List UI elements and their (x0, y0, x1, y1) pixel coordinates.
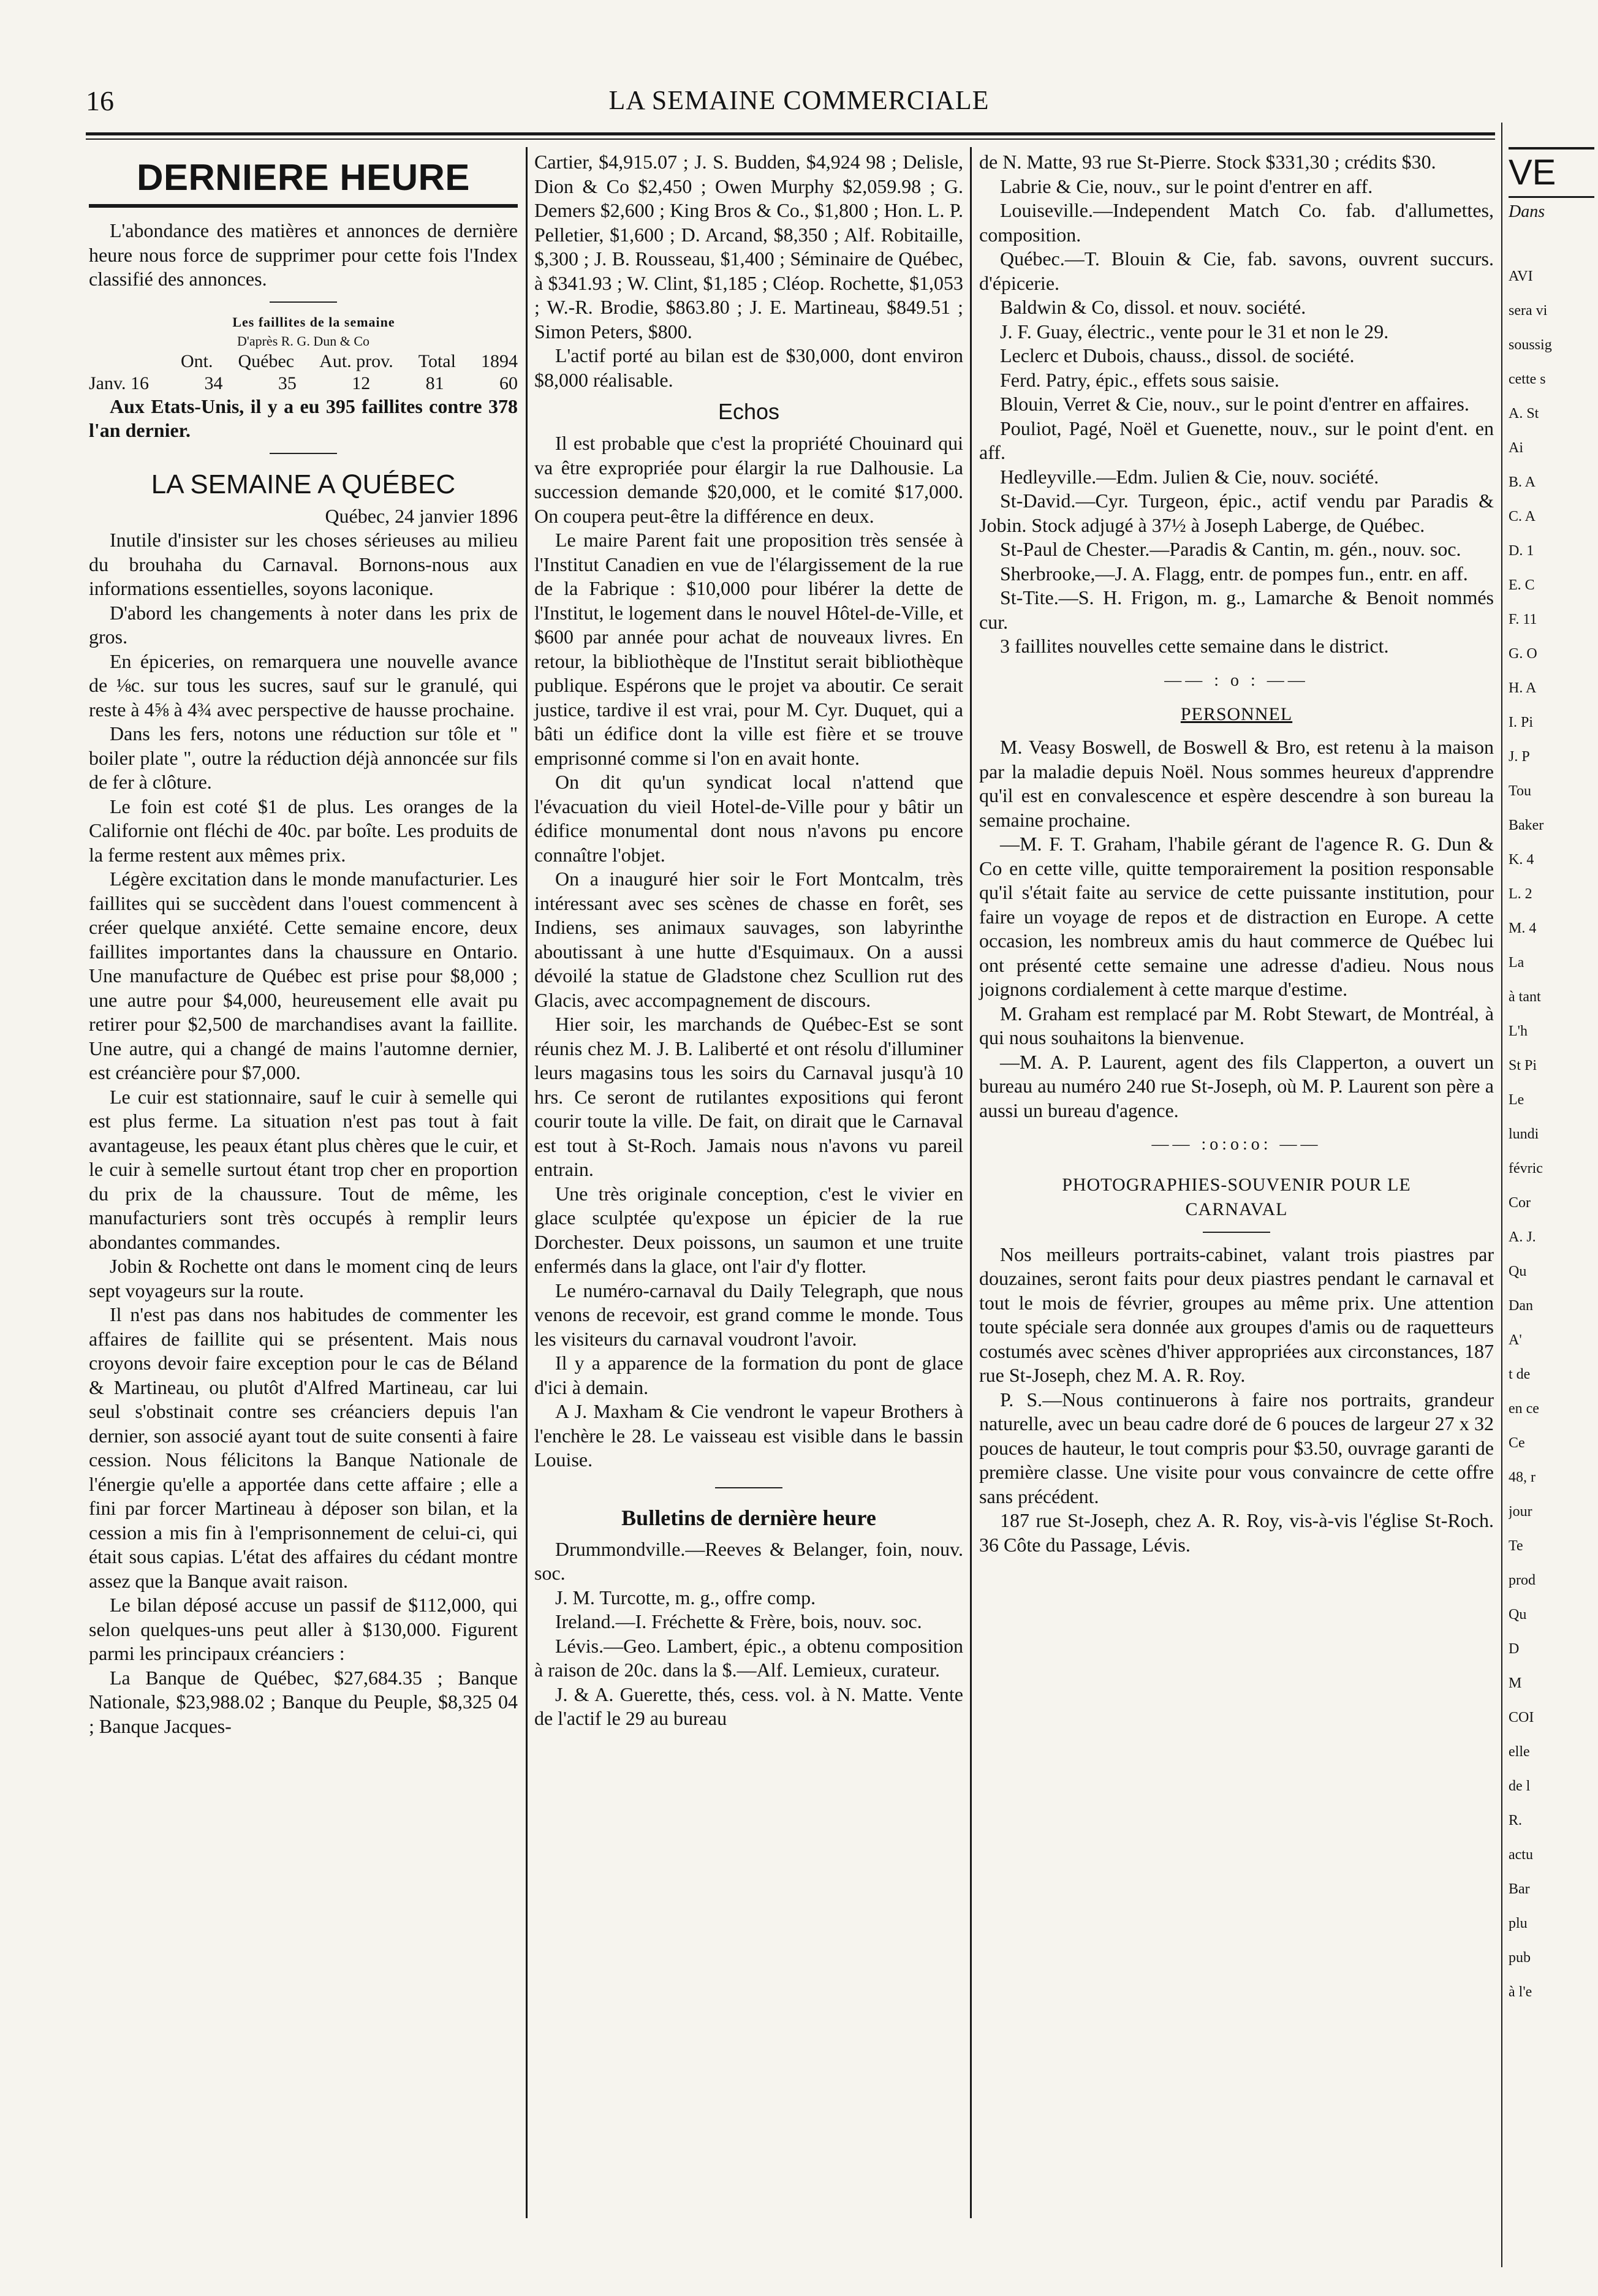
divider (715, 1487, 782, 1488)
list-item: Leclerc et Dubois, chauss., dissol. de société. (1000, 344, 1355, 366)
edge-line: A. St (1509, 406, 1539, 422)
echo-item: On dit qu'un syndicat local n'attend que l'évacuation du vieil Hotel-de-Ville pour y bâtir un édifice monumental dont nous n'avons pu encore connaître l'objet. (534, 771, 963, 866)
bulletins-title: Bulletins de dernière heure (621, 1505, 876, 1530)
failures-source: D'après R. G. Dun & Co (237, 333, 369, 349)
edge-line: lundi (1509, 1126, 1539, 1142)
edge-line: Qu (1509, 1607, 1527, 1623)
list-item: J. F. Guay, électric., vente pour le 31 et non le 29. (1000, 320, 1389, 343)
list-item: Hedleyville.—Edm. Julien & Cie, nouv. société. (1000, 465, 1379, 488)
us-failures-note: Aux Etats-Unis, il y a eu 395 faillites contre 378 l'an dernier. (89, 395, 518, 441)
edge-line: D (1509, 1641, 1520, 1657)
edge-line: Dan (1509, 1298, 1533, 1314)
edge-line: A' (1509, 1332, 1522, 1348)
divider (1203, 1232, 1270, 1233)
edge-line: t de (1509, 1366, 1531, 1382)
edge-line: plu (1509, 1915, 1528, 1931)
table-cell: 81 (425, 373, 444, 393)
edge-line: jour (1509, 1504, 1532, 1520)
edge-line: à tant (1509, 989, 1541, 1005)
edge-line: A. J. (1509, 1229, 1536, 1245)
list-item: St-David.—Cyr. Turgeon, épic., actif vendu par Paradis & Jobin. Stock adjugé à 37½ à Joseph Laberge, de Québec. (979, 490, 1494, 536)
edge-line: G. O (1509, 646, 1537, 662)
edge-line: 48, r (1509, 1469, 1536, 1485)
paragraph: Le cuir est stationnaire, sauf le cuir à semelle qui est plus ferme. La situation n'est pas tout à fait avantageuse, les peaux étant plus chères que le cuir, et le cuir à semelle surtout étant trop cher en proportion du prix de la chaussure. Tout de même, les manufacturiers sont très occupés à remplir leurs abondantes commandes. (89, 1085, 518, 1253)
edge-line: actu (1509, 1847, 1533, 1863)
bulletin-item: Lévis.—Geo. Lambert, épic., a obtenu composition à raison de 20c. dans la $.—Alf. Lemieux, curateur. (534, 1634, 963, 1681)
column-rule (1501, 123, 1502, 2267)
adjacent-page-edge (1509, 147, 1594, 2230)
edge-line: Qu (1509, 1264, 1527, 1279)
section-title-quebec: LA SEMAINE A QUÉBEC (151, 469, 456, 499)
paragraph: Le bilan déposé accuse un passif de $112,000, qui selon quelques-uns peut aller à $130,000. Figurent parmi les principaux créanciers : (89, 1594, 518, 1664)
edge-line: M (1509, 1675, 1522, 1691)
list-item: 3 faillites nouvelles cette semaine dans le district. (1000, 635, 1389, 657)
echo-item: Il est probable que c'est la propriété Chouinard qui va être expropriée pour élargir la rue Dalhousie. La succession demande $20,000, et le comité $17,000. On coupera peut-être la différence en deux. (534, 432, 963, 527)
edge-line: prod (1509, 1572, 1536, 1588)
list-item: Sherbrooke,—J. A. Flagg, entr. de pompes fun., entr. en aff. (1000, 562, 1468, 585)
personnel-item: —M. A. P. Laurent, agent des fils Clapperton, a ouvert un bureau au numéro 240 rue St-Joseph, où M. P. Laurent son père a aussi un bureau d'agence. (979, 1050, 1494, 1121)
edge-line: Tou (1509, 783, 1531, 799)
edge-line: elle (1509, 1744, 1530, 1760)
column-1 (89, 150, 518, 1738)
intro-paragraph: L'abondance des matières et annonces de dernière heure nous force de supprimer pour cette fois l'Index classifié des annonces. (89, 219, 518, 290)
dateline: Québec, 24 janvier 1896 (325, 504, 518, 527)
edge-line: M. 4 (1509, 920, 1537, 936)
edge-line: févric (1509, 1161, 1543, 1176)
paragraph: Il n'est pas dans nos habitudes de commenter les affaires de faillite qui se présentent. Mais nous croyons devoir faire exception pour le cas de Béland & Martineau, ou plutôt d'Alfred Martineau, car lui seul s'obstinait contre ses créanciers depuis l'an dernier, son associé ayant tout de suite consenti à faire cession. Nous félicitons la Banque Nationale de l'énergie qu'elle a apportée dans cette affaire ; elle a fini par forcer Martineau à déposer son bilan, et la cession a mis fin à l'emprisonnement de celui-ci, qui était sous capias. L'état des affaires du cédant montre assez que la Banque avait raison. (89, 1303, 518, 1592)
edge-line: Baker (1509, 817, 1544, 833)
edge-line: J. P (1509, 749, 1530, 765)
running-title: LA SEMAINE COMMERCIALE (608, 85, 990, 115)
edge-line: AVI (1509, 268, 1533, 284)
headline-rule (89, 204, 518, 208)
table-cell: 12 (352, 373, 371, 393)
echo-item: Hier soir, les marchands de Québec-Est se sont réunis chez M. J. B. Laliberté et ont résolu d'illuminer leurs magasins tous les soirs du Carnaval jusqu'à 10 hrs. Ce seront de rutilantes expositions qui feront courir toute la ville. De fait, on dirait que le Carnaval est tout à St-Roch. Jamais nous n'avons vu pareil entrain. (534, 1013, 963, 1180)
page-number: 16 (86, 85, 114, 116)
table-cell: Total (418, 350, 456, 371)
echo-item: Le maire Parent fait une proposition très sensée à l'Institut Canadien en vue de l'élargissement de la rue de la Fabrique : $10,000 pour libérer la dette de l'Institut, le logement dans le nouvel Hôtel-de-Ville, et $600 par année pour achat de nouveaux livres. En retour, la bibliothèque de l'Institut serait bibliothèque publique. Espérons que le projet va aboutir. Ce serait justice, tardive il est vrai, pour M. Cyr. Duquet, qui a bâti un édifice dont la ville est fière et se trouve emprisonné comme si l'on en avait honte. (534, 529, 963, 769)
edge-line: R. (1509, 1813, 1523, 1828)
edge-line: C. A (1509, 509, 1536, 525)
edge-line: sera vi (1509, 303, 1548, 319)
table-cell: Ont. (181, 350, 213, 371)
table-cell: Aut. prov. (319, 350, 393, 371)
paragraph: Le foin est coté $1 de plus. Les oranges de la Californie ont fléchi de 40c. par boîte. Les produits de la ferme restent aux mêmes prix. (89, 795, 518, 866)
edge-line: soussig (1509, 337, 1552, 353)
column-3 (979, 150, 1494, 1557)
paragraph: Jobin & Rochette ont dans le moment cinq de leurs sept voyageurs sur la route. (89, 1255, 518, 1301)
echo-item: A J. Maxham & Cie vendront le vapeur Brothers à l'enchère le 28. Le vaisseau est visible dans le bassin Louise. (534, 1400, 963, 1471)
edge-line: E. C (1509, 577, 1535, 593)
echos-title: Echos (718, 399, 780, 424)
edge-line: L'h (1509, 1023, 1528, 1039)
list-item: de N. Matte, 93 rue St-Pierre. Stock $331,30 ; crédits $30. (979, 151, 1436, 173)
personnel-item: M. Graham est remplacé par M. Robt Stewart, de Montréal, à qui nous souhaitons la bienvenue. (979, 1002, 1494, 1048)
edge-line: Ai (1509, 440, 1523, 456)
failures-header-row (89, 350, 518, 373)
table-cell: 60 (499, 373, 518, 393)
edge-sub: Dans (1509, 202, 1545, 221)
paragraph: Dans les fers, notons une réduction sur tôle et " boiler plate ", outre la réduction déjà annoncée sur fils de fer à clôture. (89, 722, 518, 793)
header-rule-thin (86, 138, 1495, 140)
edge-line: H. A (1509, 680, 1537, 696)
edge-line: B. A (1509, 474, 1536, 490)
edge-line: D. 1 (1509, 543, 1534, 559)
echo-item: Une très originale conception, c'est le vivier en glace sculptée qu'expose un épicier de la rue Dorchester. Deux poissons, un saumon et une truite enfermés dans la glace, ont l'air d'y flotter. (534, 1182, 963, 1277)
paragraph: La Banque de Québec, $27,684.35 ; Banque Nationale, $23,988.02 ; Banque du Peuple, $8,325 04 ; Banque Jacques- (89, 1666, 518, 1737)
edge-line: I. Pi (1509, 714, 1534, 730)
failures-data-row (89, 373, 518, 395)
photo-ad-paragraph: P. S.—Nous continuerons à faire nos portraits, grandeur naturelle, avec un beau cadre doré de 6 pouces de largeur 27 x 32 pouces de hauteur, le tout compris pour $3.50, ouvrage garanti de première classe. Une visite pour vous convaincre de cette offre sans précédent. (979, 1388, 1494, 1507)
personnel-title: PERSONNEL (1180, 704, 1293, 724)
list-item: St-Paul de Chester.—Paradis & Cantin, m. gén., nouv. soc. (1000, 538, 1461, 560)
table-cell: Québec (238, 350, 295, 371)
list-item: Louiseville.—Independent Match Co. fab. d'allumettes, composition. (979, 199, 1494, 246)
edge-line: cette s (1509, 371, 1546, 387)
personnel-item: M. Veasy Boswell, de Boswell & Bro, est retenu à la maison par la maladie depuis Noël. Nous sommes heureux d'apprendre qu'il est en convalescence et espère descendre à son bureau la semaine prochaine. (979, 736, 1494, 831)
bulletin-item: Ireland.—I. Fréchette & Frère, bois, nouv. soc. (555, 1610, 922, 1632)
list-item: Ferd. Patry, épic., effets sous saisie. (1000, 368, 1279, 391)
table-cell: 35 (278, 373, 297, 393)
photo-ad-paragraph: Nos meilleurs portraits-cabinet, valant trois piastres par douzaines, seront faits pour deux piastres pendant le carnaval et tout le mois de février, groupes au même prix. Une attention toute spéciale sera donnée aux groupes d'amis ou de raquetteurs costumés avec scènes d'hiver appropriées aux circonstances, 187 rue St-Joseph, chez M. A. R. Roy. (979, 1243, 1494, 1386)
edge-lines (1509, 259, 1594, 2009)
table-cell: Janv. 16 (89, 373, 150, 393)
echo-item: Il y a apparence de la formation du pont de glace d'ici à demain. (534, 1352, 963, 1398)
photo-ad-paragraph: 187 rue St-Joseph, chez A. R. Roy, vis-à-vis l'église St-Roch. 36 Côte du Passage, Lévis. (979, 1509, 1494, 1556)
edge-line: St Pi (1509, 1058, 1537, 1074)
edge-line: Le (1509, 1092, 1524, 1108)
personnel-item: —M. F. T. Graham, l'habile gérant de l'agence R. G. Dun & Co en cette ville, quitte temporairement la position responsable qu'il s'était faite au service de cette puissante institution, pour faire un voyage de repos et de distraction en Europe. A cette occasion, les nombreux amis du haut commerce de Québec lui ont présenté cette semaine une adresse d'adieu. Nous nous joignons cordialement à cette marque d'estime. (979, 833, 1494, 1000)
paragraph: D'abord les changements à noter dans les prix de gros. (89, 601, 518, 648)
headline-derniere-heure: DERNIERE HEURE (137, 157, 470, 198)
edge-line: F. 11 (1509, 612, 1537, 627)
header-rule (86, 132, 1495, 135)
divider (270, 453, 337, 454)
paragraph: En épiceries, on remarquera une nouvelle avance de ⅛c. sur tous les sucres, sauf sur le granulé, qui reste à 4⅝ à 4¾ avec perspective de hausse prochaine. (89, 650, 518, 721)
bulletin-item: J. & A. Guerette, thés, cess. vol. à N. Matte. Vente de l'actif le 29 au bureau (534, 1683, 963, 1729)
edge-heading: VE (1509, 153, 1556, 192)
edge-line: Bar (1509, 1881, 1530, 1897)
column-rule (526, 147, 528, 2218)
list-item: Blouin, Verret & Cie, nouv., sur le point d'entrer en affaires. (1000, 393, 1469, 415)
photo-ad-title: PHOTOGRAPHIES-SOUVENIR POUR LE CARNAVAL (1062, 1174, 1411, 1219)
edge-rule (1509, 147, 1594, 150)
ornament-separator: —— : o : —— (1164, 670, 1309, 690)
paragraph: L'actif porté au bilan est de $30,000, dont environ $8,000 réalisable. (534, 344, 963, 391)
divider (270, 301, 337, 303)
failures-title: Les faillites de la semaine (232, 314, 395, 330)
edge-line: Cor (1509, 1195, 1531, 1211)
edge-rule (1509, 196, 1594, 198)
echo-item: Le numéro-carnaval du Daily Telegraph, que nous venons de recevoir, est grand comme le monde. Tous les visiteurs du carnaval voudront l'avoir. (534, 1279, 963, 1350)
list-item: St-Tite.—S. H. Frigon, m. g., Lamarche & Benoit nommés cur. (979, 586, 1494, 633)
column-rule (970, 147, 972, 2218)
column-2 (534, 150, 963, 1731)
edge-line: en ce (1509, 1401, 1539, 1417)
list-item: Pouliot, Pagé, Noël et Guenette, nouv., sur le point d'ent. en aff. (979, 417, 1494, 463)
bulletin-item: J. M. Turcotte, m. g., offre comp. (555, 1586, 816, 1608)
ornament-separator: —— :o:o:o: —— (1151, 1135, 1322, 1154)
list-item: Québec.—T. Blouin & Cie, fab. savons, ouvrent succurs. d'épicerie. (979, 248, 1494, 294)
echo-item: On a inauguré hier soir le Fort Montcalm, très intéressant avec ses scènes de chasse en forêt, ses Indiens, ses animaux sauvages, son labyrinthe aboutissant à une hutte d'Esquimaux. On a aussi dévoilé la statue de Gladstone chez Scullion rut des Glacis, avec accompagnement de discours. (534, 868, 963, 1011)
edge-line: Ce (1509, 1435, 1525, 1451)
paragraph: Inutile d'insister sur les choses sérieuses au milieu du brouhaha du Carnaval. Bornons-nous aux informations essentielles, soyons laconique. (89, 529, 518, 599)
edge-line: pub (1509, 1950, 1531, 1966)
edge-line: K. 4 (1509, 852, 1534, 868)
list-item: Baldwin & Co, dissol. et nouv. société. (1000, 296, 1306, 318)
list-item: Labrie & Cie, nouv., sur le point d'entrer en aff. (1000, 175, 1373, 197)
edge-line: L. 2 (1509, 886, 1532, 902)
edge-line: de l (1509, 1778, 1531, 1794)
edge-line: à l'e (1509, 1984, 1532, 2000)
paragraph: Légère excitation dans le monde manufacturier. Les faillites qui se succèdent dans l'ouest commencent à créer quelque anxiété. Cette semaine encore, deux faillites importantes dans la chaussure en Ontario. Une manufacture de Québec est prise pour $8,000 ; une autre pour $4,000, heureusement elle avait pu retirer pour $2,500 de marchandises avant la faillite. Une autre, qui a changé de mains l'automne dernier, est créancière pour $7,000. (89, 868, 518, 1083)
table-cell: 1894 (480, 350, 518, 371)
bulletin-item: Drummondville.—Reeves & Belanger, foin, nouv. soc. (534, 1537, 963, 1584)
table-cell: 34 (204, 373, 223, 393)
edge-line: La (1509, 955, 1524, 971)
paragraph: Cartier, $4,915.07 ; J. S. Budden, $4,924 98 ; Delisle, Dion & Co $2,450 ; Owen Murphy $2,059.98 ; G. Demers $2,600 ; King Bros & Co., $1,800 ; Hon. L. P. Pelletier, $1,600 ; D. Arcand, $8,350 ; Alf. Robitaille, $,300 ; J. B. Rousseau, $1,400 ; Séminaire de Québec, à $341.93 ; W. Clint, $1,185 ; Cléop. Rochette, $1,053 ; W.-R. Brodie, $863.80 ; J. E. Martineau, $849.51 ; Simon Peters, $800. (534, 151, 963, 343)
edge-line: Te (1509, 1538, 1523, 1554)
edge-line: COI (1509, 1710, 1534, 1726)
